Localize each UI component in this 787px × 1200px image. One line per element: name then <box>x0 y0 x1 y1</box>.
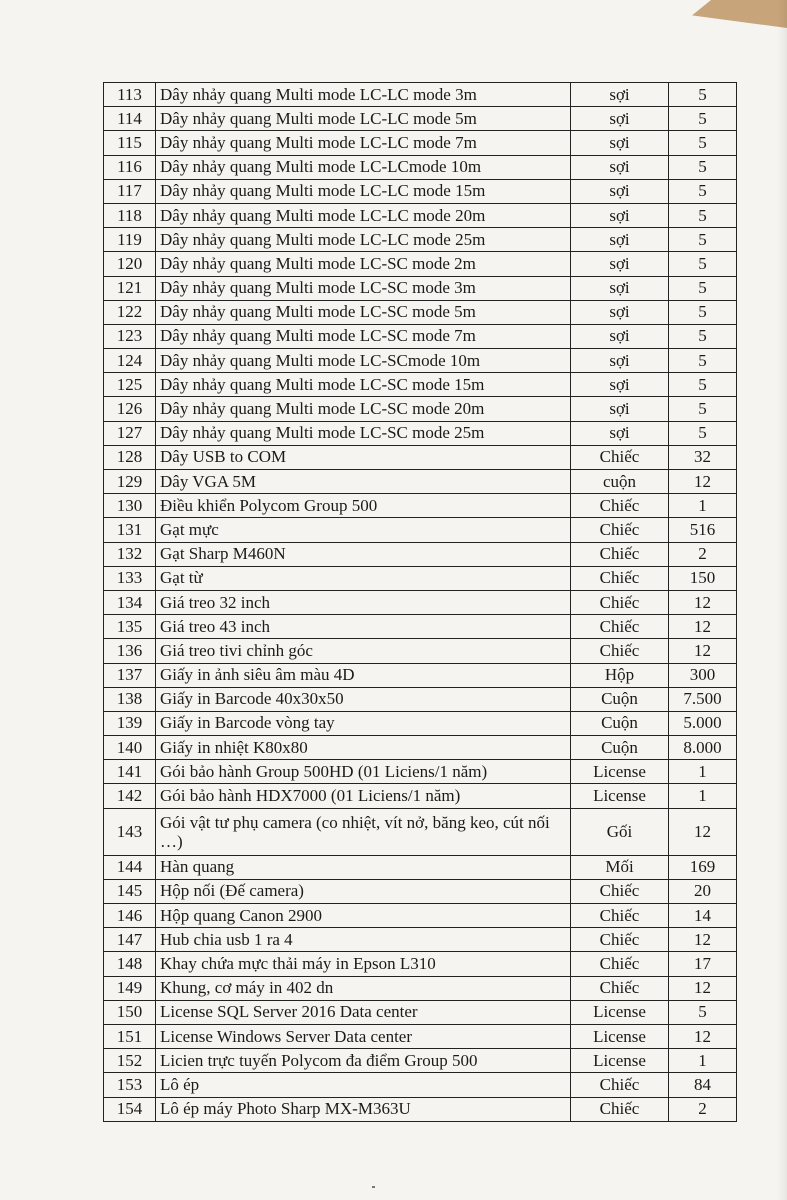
quantity-cell: 169 <box>669 855 737 879</box>
quantity-cell: 5 <box>669 228 737 252</box>
unit-cell: Chiếc <box>571 976 669 1000</box>
quantity-cell: 5.000 <box>669 711 737 735</box>
quantity-cell: 2 <box>669 1097 737 1121</box>
quantity-cell: 5 <box>669 179 737 203</box>
unit-cell: sợi <box>571 179 669 203</box>
item-name-cell: Lô ép máy Photo Sharp MX-M363U <box>156 1097 571 1121</box>
row-number-cell: 145 <box>104 879 156 903</box>
unit-cell: sợi <box>571 155 669 179</box>
item-name-cell: Dây nhảy quang Multi mode LC-LC mode 20m <box>156 203 571 227</box>
quantity-cell: 17 <box>669 952 737 976</box>
table-row <box>104 397 737 421</box>
row-number-cell: 118 <box>104 203 156 227</box>
quantity-cell: 1 <box>669 760 737 784</box>
table-row <box>104 711 737 735</box>
item-name-cell: Khung, cơ máy in 402 dn <box>156 976 571 1000</box>
unit-cell: Chiếc <box>571 542 669 566</box>
unit-cell: Chiếc <box>571 879 669 903</box>
item-name-cell: Hộp nối (Đế camera) <box>156 879 571 903</box>
unit-cell: sợi <box>571 300 669 324</box>
row-number-cell: 120 <box>104 252 156 276</box>
unit-cell: License <box>571 760 669 784</box>
table-row <box>104 928 737 952</box>
row-number-cell: 147 <box>104 928 156 952</box>
quantity-cell: 5 <box>669 107 737 131</box>
row-number-cell: 139 <box>104 711 156 735</box>
quantity-cell: 1 <box>669 1049 737 1073</box>
unit-cell: Chiếc <box>571 904 669 928</box>
unit-cell: sợi <box>571 131 669 155</box>
unit-cell: Chiếc <box>571 1097 669 1121</box>
unit-cell: sợi <box>571 83 669 107</box>
quantity-cell: 5 <box>669 155 737 179</box>
item-name-cell: License SQL Server 2016 Data center <box>156 1000 571 1024</box>
item-name-cell: Giá treo tivi chỉnh góc <box>156 639 571 663</box>
table-row <box>104 470 737 494</box>
row-number-cell: 136 <box>104 639 156 663</box>
table-row <box>104 83 737 107</box>
row-number-cell: 144 <box>104 855 156 879</box>
unit-cell: sợi <box>571 276 669 300</box>
table-row <box>104 687 737 711</box>
row-number-cell: 132 <box>104 542 156 566</box>
quantity-cell: 12 <box>669 470 737 494</box>
table-row <box>104 324 737 348</box>
unit-cell: License <box>571 1049 669 1073</box>
item-name-cell: Giá treo 43 inch <box>156 615 571 639</box>
quantity-cell: 12 <box>669 639 737 663</box>
item-name-cell: Giấy in nhiệt K80x80 <box>156 736 571 760</box>
row-number-cell: 116 <box>104 155 156 179</box>
quantity-cell: 300 <box>669 663 737 687</box>
item-name-cell: Giấy in Barcode vòng tay <box>156 711 571 735</box>
table-row <box>104 1073 737 1097</box>
row-number-cell: 138 <box>104 687 156 711</box>
row-number-cell: 122 <box>104 300 156 324</box>
row-number-cell: 152 <box>104 1049 156 1073</box>
row-number-cell: 153 <box>104 1073 156 1097</box>
quantity-cell: 12 <box>669 1024 737 1048</box>
table-row <box>104 228 737 252</box>
table-row <box>104 155 737 179</box>
row-number-cell: 148 <box>104 952 156 976</box>
item-name-cell: Hub chia usb 1 ra 4 <box>156 928 571 952</box>
row-number-cell: 137 <box>104 663 156 687</box>
unit-cell: cuộn <box>571 470 669 494</box>
item-name-cell: Gói bảo hành Group 500HD (01 Liciens/1 năm) <box>156 760 571 784</box>
unit-cell: Chiếc <box>571 952 669 976</box>
unit-cell: Hộp <box>571 663 669 687</box>
row-number-cell: 135 <box>104 615 156 639</box>
quantity-cell: 12 <box>669 590 737 614</box>
unit-cell: sợi <box>571 421 669 445</box>
item-name-cell: Hộp quang Canon 2900 <box>156 904 571 928</box>
item-name-cell: Gạt Sharp M460N <box>156 542 571 566</box>
unit-cell: sợi <box>571 203 669 227</box>
item-name-cell: Dây nhảy quang Multi mode LC-LC mode 7m <box>156 131 571 155</box>
table-row <box>104 445 737 469</box>
item-name-cell: Gạt từ <box>156 566 571 590</box>
unit-cell: Chiếc <box>571 590 669 614</box>
unit-cell: sợi <box>571 373 669 397</box>
inventory-table-body <box>104 83 737 1122</box>
item-name-cell: Giá treo 32 inch <box>156 590 571 614</box>
item-name-cell: Dây nhảy quang Multi mode LC-SC mode 7m <box>156 324 571 348</box>
unit-cell: Chiếc <box>571 1073 669 1097</box>
row-number-cell: 123 <box>104 324 156 348</box>
table-row <box>104 760 737 784</box>
quantity-cell: 12 <box>669 615 737 639</box>
quantity-cell: 2 <box>669 542 737 566</box>
table-row <box>104 615 737 639</box>
row-number-cell: 131 <box>104 518 156 542</box>
table-row <box>104 373 737 397</box>
quantity-cell: 32 <box>669 445 737 469</box>
quantity-cell: 5 <box>669 324 737 348</box>
page-corner-shadow <box>692 0 787 28</box>
quantity-cell: 12 <box>669 976 737 1000</box>
table-row <box>104 1049 737 1073</box>
item-name-cell: Dây nhảy quang Multi mode LC-LC mode 5m <box>156 107 571 131</box>
table-row <box>104 349 737 373</box>
quantity-cell: 5 <box>669 397 737 421</box>
table-row <box>104 663 737 687</box>
row-number-cell: 113 <box>104 83 156 107</box>
row-number-cell: 119 <box>104 228 156 252</box>
quantity-cell: 5 <box>669 131 737 155</box>
item-name-cell: Licien trực tuyến Polycom đa điểm Group 500 <box>156 1049 571 1073</box>
quantity-cell: 14 <box>669 904 737 928</box>
row-number-cell: 124 <box>104 349 156 373</box>
unit-cell: sợi <box>571 324 669 348</box>
table-row <box>104 107 737 131</box>
row-number-cell: 151 <box>104 1024 156 1048</box>
item-name-cell: Lô ép <box>156 1073 571 1097</box>
row-number-cell: 130 <box>104 494 156 518</box>
unit-cell: sợi <box>571 228 669 252</box>
row-number-cell: 146 <box>104 904 156 928</box>
row-number-cell: 134 <box>104 590 156 614</box>
unit-cell: sợi <box>571 397 669 421</box>
quantity-cell: 12 <box>669 928 737 952</box>
item-name-cell: Dây nhảy quang Multi mode LC-LC mode 15m <box>156 179 571 203</box>
table-row <box>104 904 737 928</box>
unit-cell: sợi <box>571 349 669 373</box>
row-number-cell: 126 <box>104 397 156 421</box>
unit-cell: Chiếc <box>571 518 669 542</box>
quantity-cell: 5 <box>669 203 737 227</box>
table-row <box>104 736 737 760</box>
table-row <box>104 203 737 227</box>
unit-cell: Gối <box>571 808 669 855</box>
item-name-cell: Dây USB to COM <box>156 445 571 469</box>
quantity-cell: 5 <box>669 373 737 397</box>
quantity-cell: 5 <box>669 1000 737 1024</box>
table-row <box>104 1097 737 1121</box>
quantity-cell: 7.500 <box>669 687 737 711</box>
item-name-cell: Khay chứa mực thải máy in Epson L310 <box>156 952 571 976</box>
page-edge-shadow <box>777 0 787 1200</box>
item-name-cell: Dây nhảy quang Multi mode LC-LCmode 10m <box>156 155 571 179</box>
item-name-cell: Dây nhảy quang Multi mode LC-SC mode 25m <box>156 421 571 445</box>
quantity-cell: 516 <box>669 518 737 542</box>
table-row <box>104 494 737 518</box>
unit-cell: Chiếc <box>571 494 669 518</box>
unit-cell: Cuộn <box>571 687 669 711</box>
quantity-cell: 8.000 <box>669 736 737 760</box>
quantity-cell: 20 <box>669 879 737 903</box>
row-number-cell: 127 <box>104 421 156 445</box>
item-name-cell: Dây nhảy quang Multi mode LC-SCmode 10m <box>156 349 571 373</box>
row-number-cell: 128 <box>104 445 156 469</box>
unit-cell: Cuộn <box>571 711 669 735</box>
quantity-cell: 150 <box>669 566 737 590</box>
table-row <box>104 421 737 445</box>
table-row <box>104 300 737 324</box>
quantity-cell: 12 <box>669 808 737 855</box>
unit-cell: Chiếc <box>571 566 669 590</box>
table-row <box>104 179 737 203</box>
quantity-cell: 5 <box>669 300 737 324</box>
item-name-cell: Giấy in Barcode 40x30x50 <box>156 687 571 711</box>
item-name-cell: Giấy in ảnh siêu âm màu 4D <box>156 663 571 687</box>
item-name-cell: Dây nhảy quang Multi mode LC-SC mode 15m <box>156 373 571 397</box>
item-name-cell: Dây nhảy quang Multi mode LC-SC mode 20m <box>156 397 571 421</box>
unit-cell: License <box>571 1024 669 1048</box>
row-number-cell: 149 <box>104 976 156 1000</box>
item-name-cell: Dây nhảy quang Multi mode LC-SC mode 3m <box>156 276 571 300</box>
row-number-cell: 117 <box>104 179 156 203</box>
table-row <box>104 518 737 542</box>
table-row <box>104 808 737 855</box>
table-row <box>104 639 737 663</box>
item-name-cell: Gói bảo hành HDX7000 (01 Liciens/1 năm) <box>156 784 571 808</box>
item-name-cell: Dây nhảy quang Multi mode LC-LC mode 25m <box>156 228 571 252</box>
table-row <box>104 855 737 879</box>
quantity-cell: 5 <box>669 421 737 445</box>
row-number-cell: 142 <box>104 784 156 808</box>
item-name-cell: Dây VGA 5M <box>156 470 571 494</box>
row-number-cell: 143 <box>104 808 156 855</box>
item-name-cell: Dây nhảy quang Multi mode LC-SC mode 5m <box>156 300 571 324</box>
item-name-cell: Gói vật tư phụ camera (co nhiệt, vít nở, băng keo, cút nối …) <box>156 808 571 855</box>
table-row <box>104 566 737 590</box>
table-row <box>104 952 737 976</box>
row-number-cell: 115 <box>104 131 156 155</box>
row-number-cell: 141 <box>104 760 156 784</box>
unit-cell: License <box>571 784 669 808</box>
quantity-cell: 1 <box>669 494 737 518</box>
quantity-cell: 84 <box>669 1073 737 1097</box>
table-row <box>104 252 737 276</box>
item-name-cell: Gạt mực <box>156 518 571 542</box>
unit-cell: License <box>571 1000 669 1024</box>
row-number-cell: 114 <box>104 107 156 131</box>
table-row <box>104 879 737 903</box>
quantity-cell: 5 <box>669 276 737 300</box>
quantity-cell: 1 <box>669 784 737 808</box>
row-number-cell: 154 <box>104 1097 156 1121</box>
inventory-table <box>103 82 737 1122</box>
page-mark <box>372 1186 375 1188</box>
unit-cell: Cuộn <box>571 736 669 760</box>
quantity-cell: 5 <box>669 349 737 373</box>
row-number-cell: 150 <box>104 1000 156 1024</box>
unit-cell: sợi <box>571 107 669 131</box>
table-row <box>104 784 737 808</box>
table-row <box>104 590 737 614</box>
table-row <box>104 276 737 300</box>
row-number-cell: 129 <box>104 470 156 494</box>
row-number-cell: 133 <box>104 566 156 590</box>
item-name-cell: Dây nhảy quang Multi mode LC-SC mode 2m <box>156 252 571 276</box>
unit-cell: Chiếc <box>571 445 669 469</box>
quantity-cell: 5 <box>669 83 737 107</box>
row-number-cell: 121 <box>104 276 156 300</box>
unit-cell: Chiếc <box>571 615 669 639</box>
table-row <box>104 542 737 566</box>
quantity-cell: 5 <box>669 252 737 276</box>
item-name-cell: Điều khiển Polycom Group 500 <box>156 494 571 518</box>
item-name-cell: Dây nhảy quang Multi mode LC-LC mode 3m <box>156 83 571 107</box>
unit-cell: Mối <box>571 855 669 879</box>
row-number-cell: 140 <box>104 736 156 760</box>
unit-cell: Chiếc <box>571 928 669 952</box>
unit-cell: Chiếc <box>571 639 669 663</box>
item-name-cell: Hàn quang <box>156 855 571 879</box>
table-row <box>104 131 737 155</box>
table-row <box>104 1024 737 1048</box>
table-row <box>104 1000 737 1024</box>
item-name-cell: License Windows Server Data center <box>156 1024 571 1048</box>
unit-cell: sợi <box>571 252 669 276</box>
table-row <box>104 976 737 1000</box>
row-number-cell: 125 <box>104 373 156 397</box>
